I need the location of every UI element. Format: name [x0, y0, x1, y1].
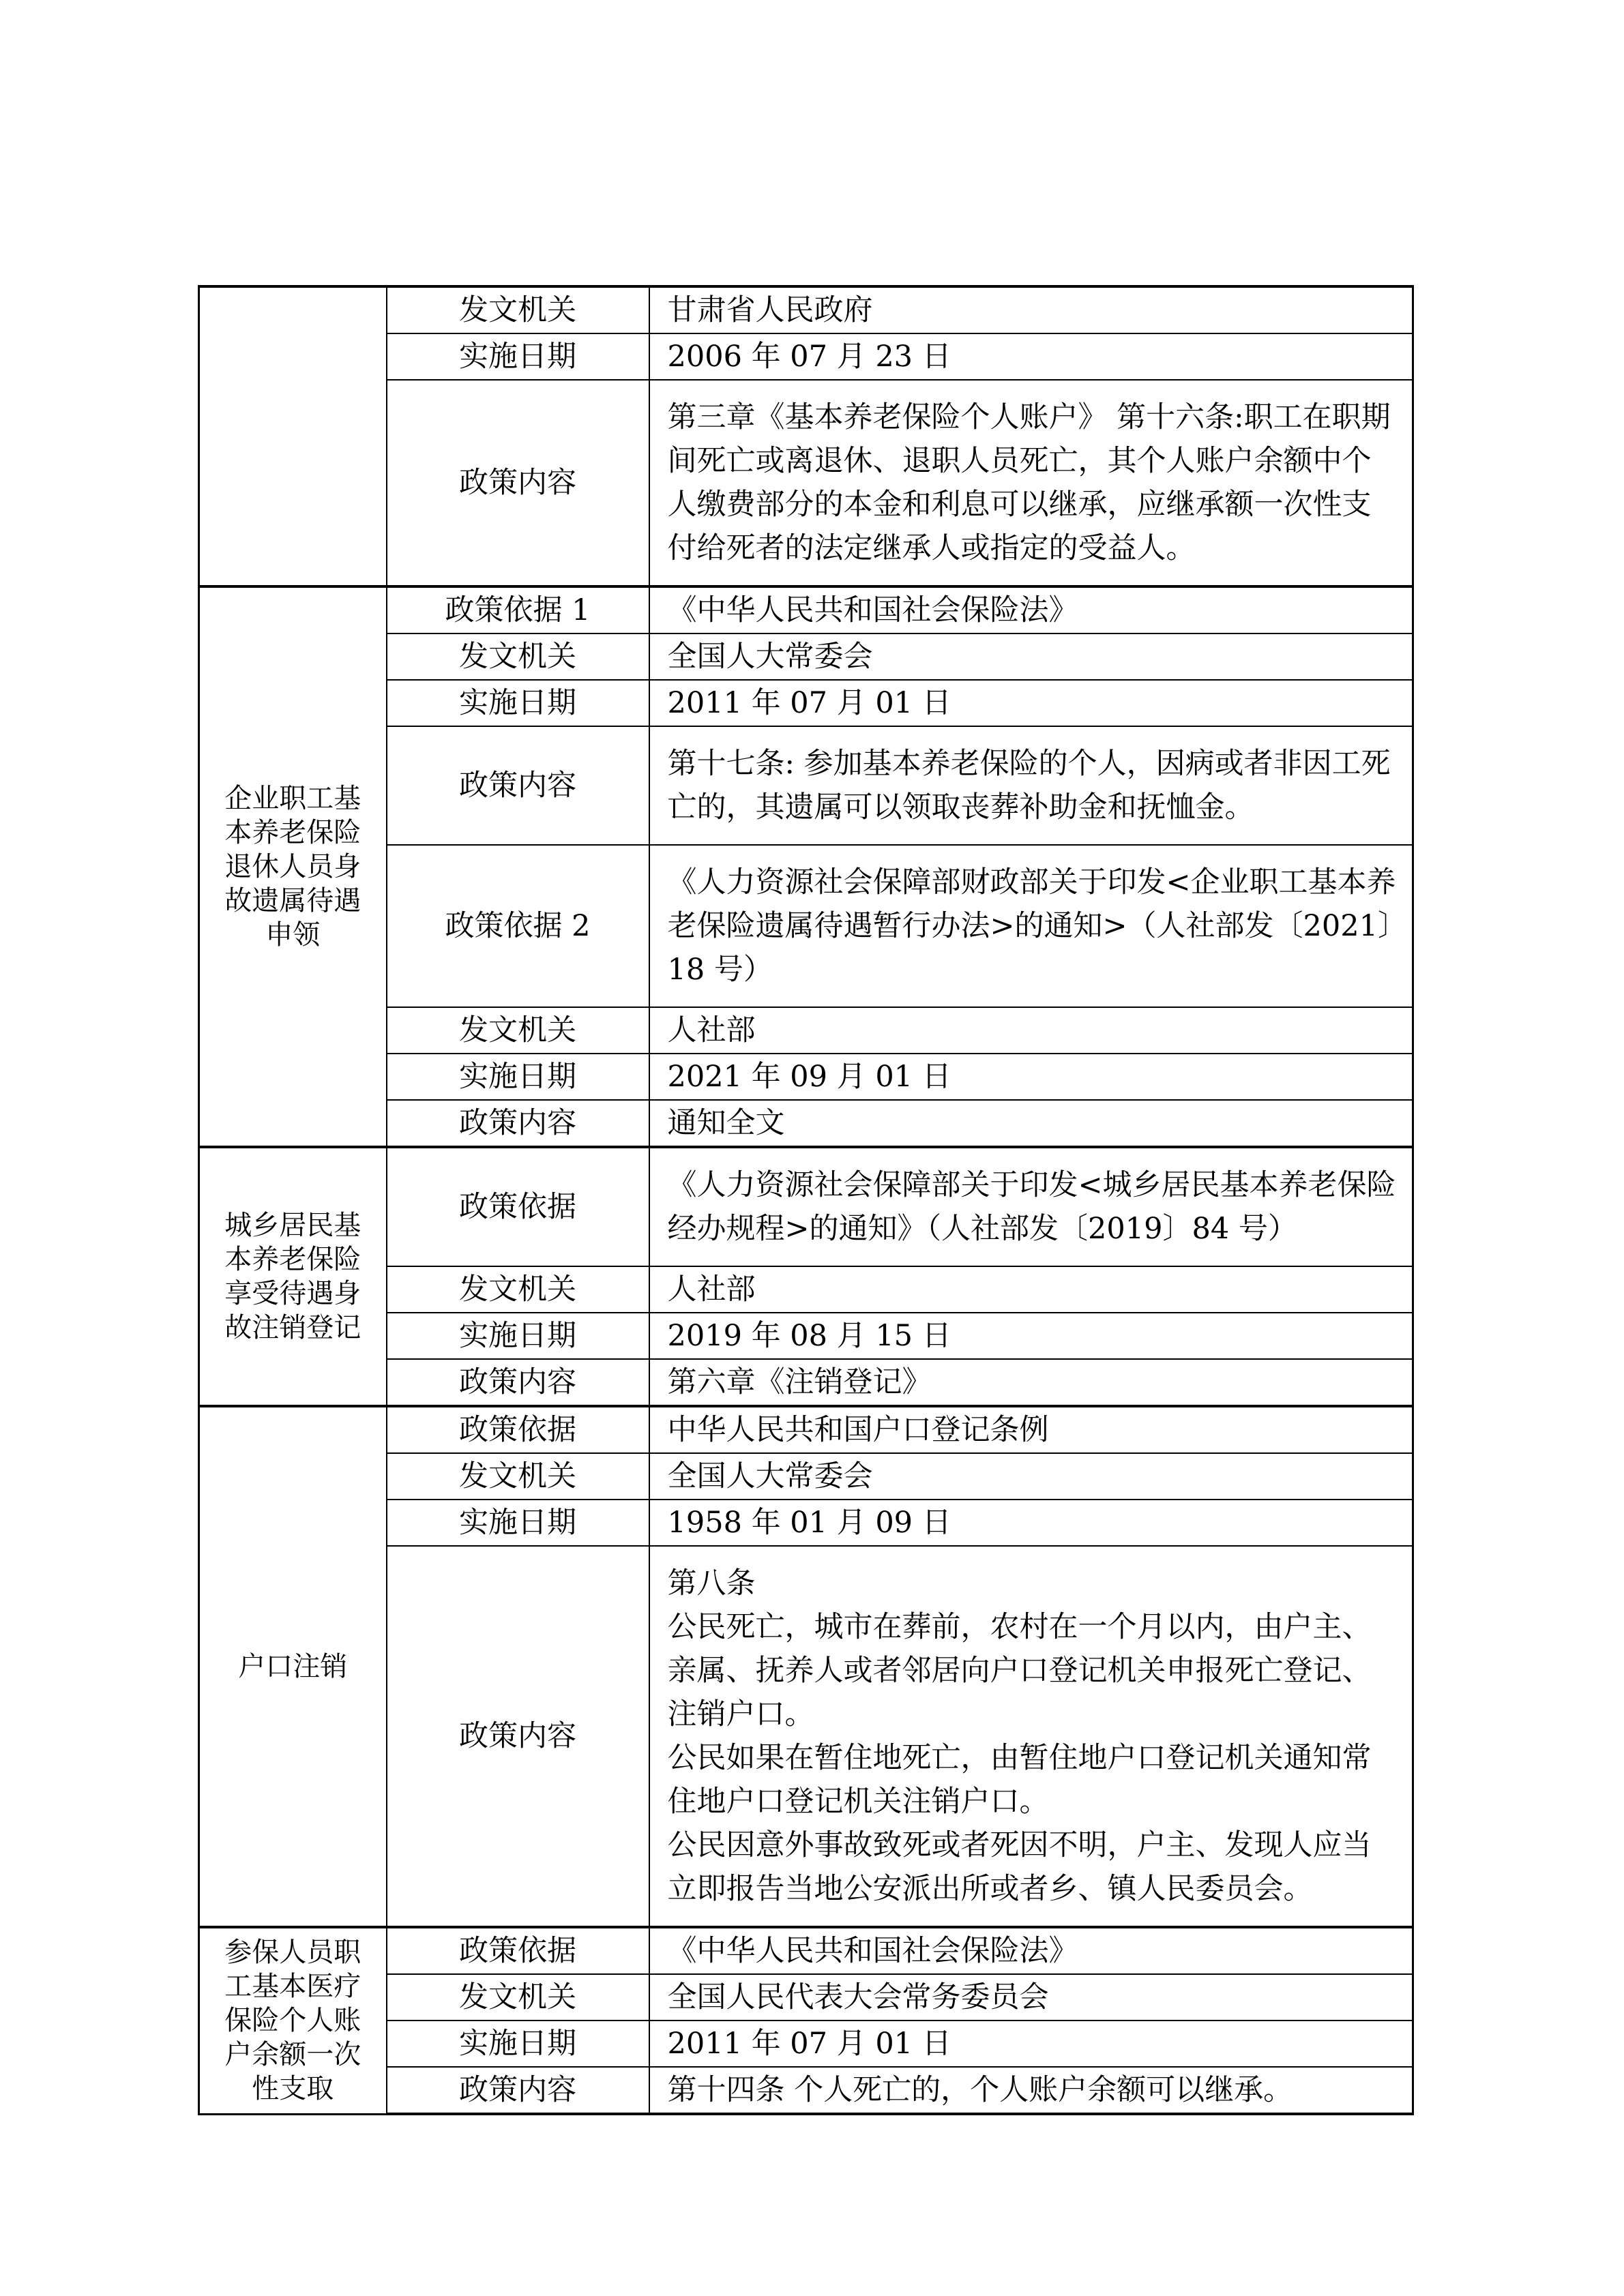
field-label-cell: 政策内容	[387, 1359, 649, 1406]
field-value-cell	[649, 680, 1413, 726]
category-line: 故遗属待遇	[224, 885, 361, 916]
policy-paragraph: 2006 年 07 月 23 日	[667, 340, 951, 374]
field-label-cell: 政策依据 2	[387, 845, 649, 1007]
policy-paragraph: 通知全文	[667, 1106, 785, 1140]
policy-paragraph: 全国人民代表大会常务委员会	[667, 1980, 1049, 2014]
policy-paragraph: 公民因意外事故致死或者死因不明，户主、发现人应当立即报告当地公安派出所或者乡、镇人民委员会。	[667, 1828, 1372, 1906]
field-value-cell	[649, 1100, 1413, 1147]
field-label-cell: 政策依据 1	[387, 586, 649, 633]
category-line: 性支取	[252, 2073, 334, 2105]
field-value-cell	[649, 1007, 1413, 1054]
field-value-cell	[649, 286, 1413, 333]
table-row	[199, 1927, 1413, 1974]
field-value-cell	[649, 333, 1413, 380]
policy-paragraph: 公民如果在暂住地死亡，由暂住地户口登记机关通知常住地户口登记机关注销户口。	[667, 1741, 1372, 1819]
policy-paragraph: 第十四条 个人死亡的，个人账户余额可以继承。	[667, 2073, 1293, 2107]
category-line: 工基本医疗	[224, 1971, 361, 2003]
category-cell	[199, 1927, 387, 2114]
field-label-cell: 政策内容	[387, 1546, 649, 1927]
field-label-cell: 实施日期	[387, 1500, 649, 1546]
policy-paragraph: 2011 年 07 月 01 日	[667, 2027, 951, 2061]
policy-paragraph: 人社部	[667, 1013, 756, 1047]
policy-section	[199, 1147, 1413, 1406]
table-row	[199, 1147, 1413, 1266]
category-line: 本养老保险	[224, 1244, 361, 1275]
category-line: 保险个人账	[224, 2005, 361, 2037]
policy-paragraph: 2011 年 07 月 01 日	[667, 686, 951, 720]
field-value-cell	[649, 1546, 1413, 1927]
policy-section	[199, 1406, 1413, 1927]
field-label-cell: 发文机关	[387, 633, 649, 680]
policy-table	[198, 285, 1414, 2115]
category-line: 参保人员职	[224, 1937, 361, 1969]
category-line: 城乡居民基	[224, 1210, 361, 1241]
policy-paragraph: 2021 年 09 月 01 日	[667, 1060, 951, 1094]
field-value-cell	[649, 1927, 1413, 1974]
category-cell	[199, 286, 387, 586]
field-value-cell	[649, 1147, 1413, 1266]
table-row	[199, 1406, 1413, 1453]
field-label-cell: 实施日期	[387, 1313, 649, 1359]
policy-paragraph: 第十七条: 参加基本养老保险的个人，因病或者非因工死亡的，其遗属可以领取丧葬补助金和抚恤金。	[667, 747, 1391, 824]
category-line: 享受待遇身	[224, 1278, 361, 1309]
policy-paragraph: 甘肃省人民政府	[667, 293, 873, 327]
category-line: 户口注销	[238, 1651, 348, 1682]
policy-paragraph: 《人力资源社会保障部关于印发<城乡居民基本养老保险经办规程>的通知》（人社部发〔2019〕84 号）	[667, 1168, 1396, 1246]
field-value-cell	[649, 2067, 1413, 2114]
category-line: 户余额一次	[224, 2039, 361, 2071]
field-value-cell	[649, 1266, 1413, 1313]
field-label-cell: 政策依据	[387, 1406, 649, 1453]
field-label-cell: 政策内容	[387, 2067, 649, 2114]
category-line: 申领	[265, 919, 321, 951]
field-value-cell	[649, 1974, 1413, 2021]
policy-paragraph: 2019 年 08 月 15 日	[667, 1319, 951, 1353]
category-cell	[199, 1406, 387, 1927]
policy-section	[199, 286, 1413, 586]
field-label-cell: 发文机关	[387, 286, 649, 333]
policy-paragraph: 中华人民共和国户口登记条例	[667, 1413, 1049, 1447]
field-label-cell: 政策依据	[387, 1147, 649, 1266]
field-label-cell: 实施日期	[387, 333, 649, 380]
table-row	[199, 586, 1413, 633]
field-value-cell	[649, 380, 1413, 586]
category-line: 故注销登记	[224, 1312, 361, 1343]
policy-paragraph: 人社部	[667, 1272, 756, 1307]
policy-paragraph: 《中华人民共和国社会保险法》	[667, 593, 1078, 627]
field-label-cell: 发文机关	[387, 1453, 649, 1500]
field-label-cell: 实施日期	[387, 2021, 649, 2067]
field-value-cell	[649, 1406, 1413, 1453]
field-value-cell	[649, 1313, 1413, 1359]
policy-paragraph: 公民死亡，城市在葬前，农村在一个月以内，由户主、亲属、抚养人或者邻居向户口登记机关申报死亡登记、注销户口。	[667, 1610, 1372, 1731]
field-value-cell	[649, 2021, 1413, 2067]
category-cell	[199, 1147, 387, 1406]
field-value-cell	[649, 1453, 1413, 1500]
policy-paragraph: 第六章《注销登记》	[667, 1365, 932, 1399]
policy-paragraph: 第三章《基本养老保险个人账户》 第十六条:职工在职期间死亡或离退休、退职人员死亡，其个人账户余额中个人缴费部分的本金和利息可以继承，应继承额一次性支付给死者的法定继承人或指定的受益人。	[667, 400, 1391, 565]
field-label-cell: 政策内容	[387, 380, 649, 586]
policy-paragraph: 1958 年 01 月 09 日	[667, 1506, 951, 1540]
field-label-cell: 实施日期	[387, 1054, 649, 1100]
field-value-cell	[649, 633, 1413, 680]
field-value-cell	[649, 1359, 1413, 1406]
field-value-cell	[649, 726, 1413, 845]
table-row	[199, 286, 1413, 333]
policy-section	[199, 1927, 1413, 2114]
policy-paragraph: 《人力资源社会保障部财政部关于印发<企业职工基本养老保险遗属待遇暂行办法>的通知>（人社部发〔2021〕18 号）	[667, 865, 1396, 987]
field-label-cell: 发文机关	[387, 1974, 649, 2021]
policy-section	[199, 586, 1413, 1147]
field-label-cell: 发文机关	[387, 1266, 649, 1313]
field-label-cell: 政策依据	[387, 1927, 649, 1974]
field-value-cell	[649, 1500, 1413, 1546]
policy-paragraph: 第八条	[667, 1566, 756, 1600]
category-cell	[199, 586, 387, 1147]
category-line: 本养老保险	[224, 817, 361, 848]
field-label-cell: 实施日期	[387, 680, 649, 726]
category-line: 退休人员身	[224, 851, 361, 882]
policy-paragraph: 全国人大常委会	[667, 1459, 873, 1493]
field-value-cell	[649, 845, 1413, 1007]
category-line: 企业职工基	[224, 783, 361, 814]
field-value-cell	[649, 586, 1413, 633]
policy-paragraph: 全国人大常委会	[667, 640, 873, 674]
field-label-cell: 发文机关	[387, 1007, 649, 1054]
field-value-cell	[649, 1054, 1413, 1100]
policy-paragraph: 《中华人民共和国社会保险法》	[667, 1934, 1078, 1968]
field-label-cell: 政策内容	[387, 1100, 649, 1147]
field-label-cell: 政策内容	[387, 726, 649, 845]
